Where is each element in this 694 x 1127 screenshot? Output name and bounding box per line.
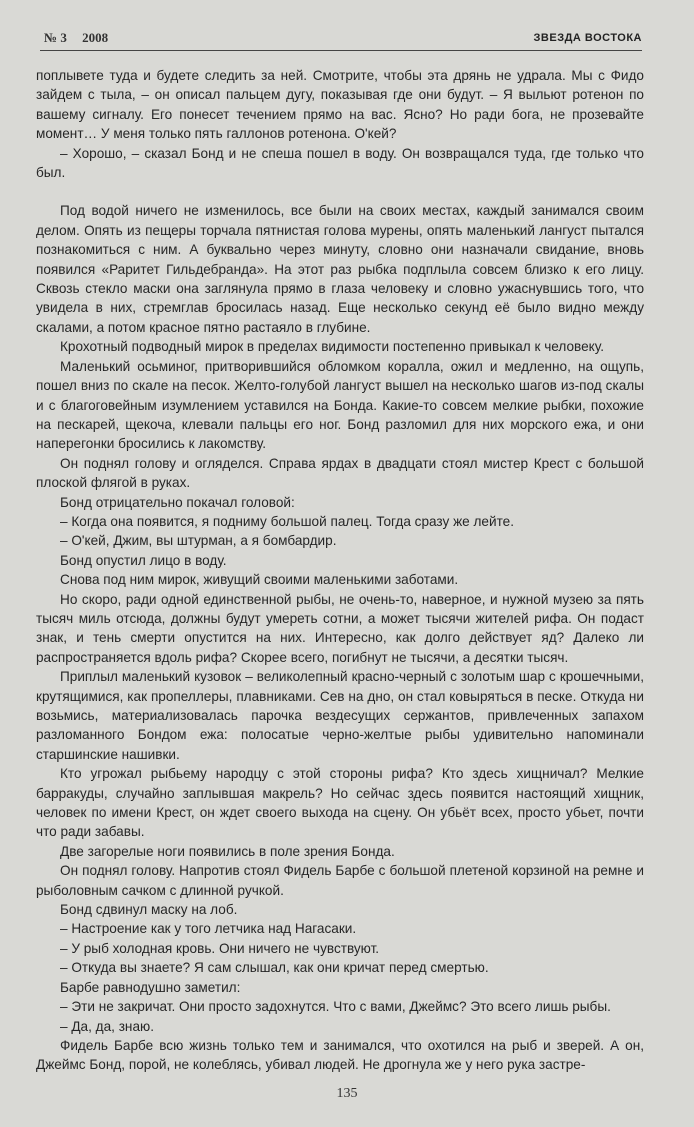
issue-number: № 3 xyxy=(44,30,67,45)
issue-info xyxy=(44,30,120,46)
paragraph: Маленький осьминог, притворившийся обломком коралла, ожил и медленно, на ощупь, пошел вниз по скале на песок. Желто-голубой лангуст вышел на несколько шагов из-под скалы и с благоговейным изумлением уставился на Бонда. Какие-то совсем мелкие рыбки, похожие на пескарей, щекоча, клевали пальцы его ног. Бонд разломил для них морского ежа, и они наперегонки бросились к лакомству. xyxy=(36,358,644,452)
paragraph: Барбе равнодушно заметил: xyxy=(60,979,241,995)
paragraph: Но скоро, ради одной единственной рыбы, не очень-то, наверное, и нужной музею за пять тысяч миль отсюда, должны будут умереть сотни, а может тысячи жителей рифа. Он подаст знак, и тень смерти опустится на них. Интересно, как долго действует яд? Далеко ли распространяется вдоль рифа? Скорее всего, погибнут не тысячи, а десятки тысяч. xyxy=(36,591,644,665)
paragraph: Приплыл маленький кузовок – великолепный красно-черный с золотым шар с крошечными, крутящимися, как пропеллеры, плавниками. Сев на дно, он стал ковыряться в песке. Откуда ни возьмись, материализовалась парочка вездесущих сержантов, привлеченных запахом разломанного Бондом ежа: полосатые черно-желтые рыбы удивительно напоминали старшинские нашивки. xyxy=(36,669,644,762)
page-header xyxy=(40,28,642,51)
article-body xyxy=(36,66,644,1075)
paragraph: Бонд сдвинул маску на лоб. xyxy=(60,902,238,918)
page-number: 135 xyxy=(336,1086,358,1101)
paragraph: Бонд опустил лицо в воду. xyxy=(60,552,227,568)
paragraph: Под водой ничего не изменилось, все были на своих местах, каждый занимался своим делом. Опять из пещеры торчала пятнистая голова мурены, опять маленький лангуст пытался познакомиться с ним. А буквально через минуту, словно они назначали свидание, вновь появился «Раритет Гильдебранда». На этот раз рыбка подплыла совсем близко к его лицу. Сквозь стекло маски она заглянула прямо в глаза человеку и словно ужаснувшись того, что увидела в них, стремглав бросилась назад. Еще несколько секунд её было видно между скалами, а потом красное пятно растаяло в глубине. xyxy=(36,203,644,335)
paragraph: – Хорошо, – сказал Бонд и не спеша пошел в воду. Он возвращался туда, где только что был. xyxy=(36,145,644,181)
paragraph: – Эти не закричат. Они просто задохнутся. Что с вами, Джеймс? Это всего лишь рыбы. xyxy=(60,999,611,1015)
paragraph: Фидель Барбе всю жизнь только тем и занимался, что охотился на рыб и зверей. А он, Джеймс Бонд, порой, не колеблясь, убивал людей. Не дрогнула же у него рука застре- xyxy=(36,1037,644,1073)
paragraph: Снова под ним мирок, живущий своими маленькими заботами. xyxy=(60,572,459,588)
magazine-title: ЗВЕЗДА ВОСТОКА xyxy=(533,32,642,44)
paragraph: – О'кей, Джим, вы штурман, а я бомбардир. xyxy=(60,533,337,549)
paragraph: Он поднял голову. Напротив стоял Фидель Барбе с большой плетеной корзиной на ремне и рыболовным сачком с длинной ручкой. xyxy=(36,863,644,898)
paragraph: Он поднял голову и огляделся. Справа ярдах в двадцати стоял мистер Крест с большой плоской флягой в руках. xyxy=(36,455,644,491)
paragraph: – Да, да, знаю. xyxy=(60,1018,154,1034)
paragraph: Две загорелые ноги появились в поле зрения Бонда. xyxy=(60,843,395,859)
paragraph: – У рыб холодная кровь. Они ничего не чувствуют. xyxy=(60,940,380,956)
paragraph: – Когда она появится, я подниму большой палец. Тогда сразу же лейте. xyxy=(60,513,514,529)
paragraph: – Настроение как у того летчика над Нагасаки. xyxy=(60,921,357,937)
issue-year: 2008 xyxy=(82,30,109,45)
paragraph: Крохотный подводный мирок в пределах видимости постепенно привыкал к человеку. xyxy=(60,339,604,355)
paragraph: – Откуда вы знаете? Я сам слышал, как они кричат перед смертью. xyxy=(60,960,489,976)
paragraph: Кто угрожал рыбьему народцу с этой стороны рифа? Кто здесь хищничал? Мелкие барракуды, случайно заплывшая макрель? Но сейчас здесь появится настоящий хищник, человек по имени Крест, он ждет своего выхода на сцену. Он убьёт всех, просто убьет, почти что ради забавы. xyxy=(36,766,644,840)
paragraph: Бонд отрицательно покачал головой: xyxy=(60,494,295,510)
paragraph: поплывете туда и будете следить за ней. Смотрите, чтобы эта дрянь не удрала. Мы с Фидо зайдем с тыла, – он описал пальцем дугу, показывая где они будут. – Я выльют ротенон по вашему сигналу. Его понесет течением прямо на вас. Ясно? Но ради бога, не прозевайте момент… У меня только пять галлонов ротенона. О'кей? xyxy=(36,68,644,142)
